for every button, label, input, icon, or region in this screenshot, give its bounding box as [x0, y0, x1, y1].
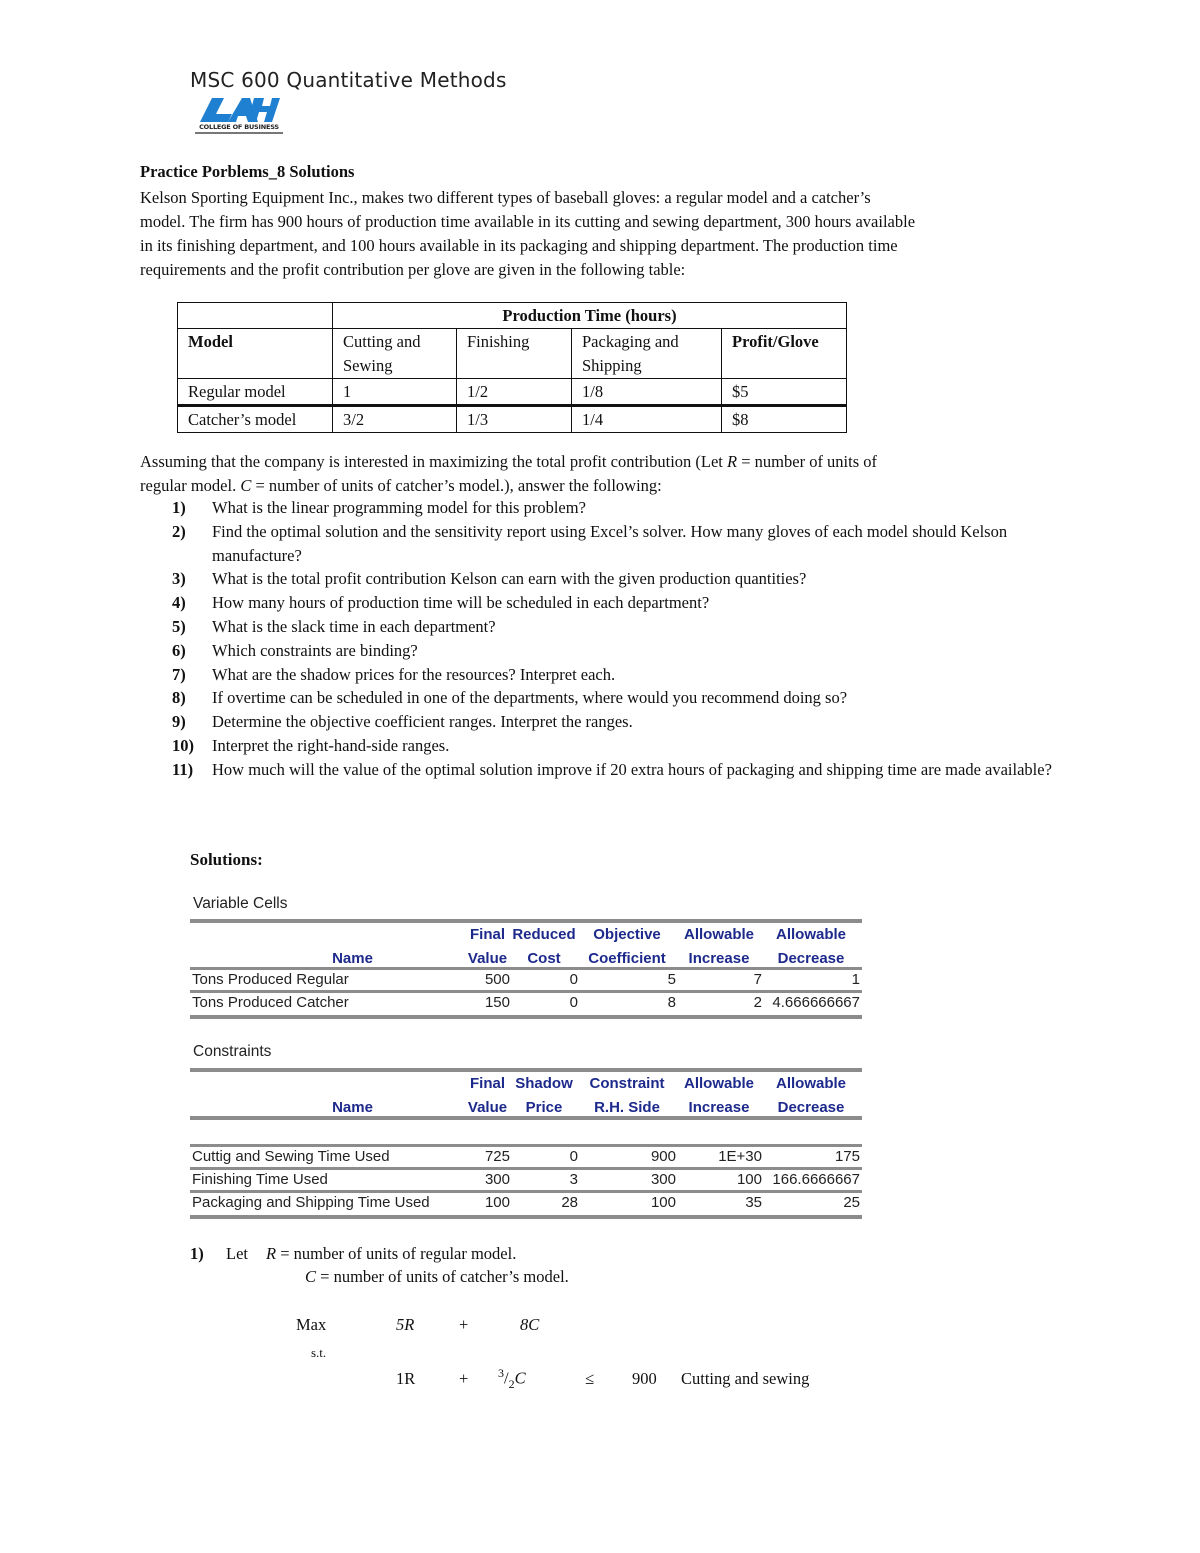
- solutions-title: Solutions:: [190, 850, 263, 869]
- objective-term-c: 8C: [520, 1315, 540, 1334]
- table-header-row: Name Final Value Shadow Price Constraint R.H. Side Allowable Increase Allowable Decrease: [332, 1075, 846, 1116]
- uah-logo-mark-icon: [198, 96, 280, 122]
- intro-line: requirements and the profit contribution per glove are given in the following table:: [140, 260, 686, 279]
- constraints-table: [190, 1043, 862, 1219]
- list-item: 11) How much will the value of the optimal solution improve if 20 extra hours of packaging and shipping time are made available?: [172, 759, 1052, 779]
- course-title: MSC 600 Quantitative Methods: [190, 68, 507, 92]
- logo-tagline: [195, 132, 283, 134]
- objective-plus: +: [459, 1315, 469, 1334]
- table-group-header-row: [178, 303, 847, 329]
- table-row: Packaging and Shipping Time Used 100 28 100 35 25: [192, 1194, 860, 1211]
- variable-cells-caption: Variable Cells: [193, 895, 288, 912]
- constraint-plus: +: [459, 1369, 469, 1388]
- table-row: Tons Produced Regular 500 0 5 7 1: [192, 971, 860, 988]
- intro-line: model. The firm has 900 hours of production time available in its cutting and sewing department, 300 hours available: [140, 212, 916, 231]
- col-header-profit: Profit/Glove: [722, 329, 847, 379]
- col-header-packaging: Packaging and Shipping: [572, 329, 722, 379]
- answer-number: 1): [190, 1244, 204, 1263]
- list-item: 8) If overtime can be scheduled in one of the departments, where would you recommend doing so?: [172, 688, 848, 708]
- list-item: 1) What is the linear programming model for this problem?: [172, 498, 586, 517]
- table-header-row: Name Final Value Reduced Cost Objective Coefficient Allowable Increase Allowable Decrease: [332, 926, 846, 967]
- list-item: 10) Interpret the right-hand-side ranges.: [172, 735, 450, 755]
- problem-intro: [140, 186, 1065, 282]
- variable-cells-table: [190, 895, 862, 1019]
- uah-logo-icon: [193, 96, 285, 138]
- table-row: Cuttig and Sewing Time Used 725 0 900 1E+30 175: [192, 1148, 860, 1165]
- list-item: 4) How many hours of production time will be scheduled in each department?: [172, 593, 710, 613]
- constraints-caption: Constraints: [193, 1043, 272, 1060]
- max-label: Max: [296, 1315, 327, 1334]
- assumption-paragraph: Assuming that the company is interested in maximizing the total profit contribution (Let R = number of units of regular model. C = number of units of catcher’s model.), answer the following:: [140, 452, 878, 495]
- logo-college-text: COLLEGE OF BUSINESS: [199, 123, 279, 131]
- col-header-finishing: Finishing: [457, 329, 572, 379]
- table-row: Finishing Time Used 300 3 300 100 166.6666667: [192, 1171, 860, 1188]
- objective-term-r: 5R: [396, 1315, 415, 1334]
- list-item: 5) What is the slack time in each department?: [172, 616, 496, 636]
- constraint-label: Cutting and sewing: [681, 1369, 810, 1388]
- list-item: 6) Which constraints are binding?: [172, 640, 418, 660]
- table-row: Catcher’s model 3/2 1/3 1/4 $8: [178, 406, 847, 433]
- question-list: [172, 496, 1072, 782]
- subject-to-label: s.t.: [311, 1345, 327, 1360]
- answer-r-definition: R = number of units of regular model.: [266, 1244, 517, 1263]
- list-item: 3) What is the total profit contribution Kelson can earn with the given production quantities?: [172, 569, 807, 589]
- answer-let: Let: [226, 1244, 248, 1263]
- constraint-rhs: 900: [632, 1369, 657, 1388]
- col-header-model: Model: [178, 329, 333, 379]
- problem-title: Practice Porblems_8 Solutions: [140, 162, 355, 181]
- constraint-term-r: 1R: [396, 1369, 416, 1388]
- intro-line: Kelson Sporting Equipment Inc., makes two different types of baseball gloves: a regular model and a catcher’s: [140, 188, 871, 207]
- constraint-operator: ≤: [585, 1369, 595, 1388]
- constraint-fraction: $^3/_2C$: [498, 1366, 526, 1391]
- table-row: Regular model 1 1/2 1/8 $5: [178, 379, 847, 406]
- intro-line: in its finishing department, and 100 hours available in its packaging and shipping department. The production time: [140, 236, 898, 255]
- production-time-table: [177, 302, 847, 433]
- table-row: Tons Produced Catcher 150 0 8 2 4.666666667: [192, 994, 860, 1011]
- list-item: 9) Determine the objective coefficient ranges. Interpret the ranges.: [172, 712, 633, 732]
- col-header-cutting: Cutting and Sewing: [333, 329, 457, 379]
- table-header-row: [178, 329, 847, 379]
- list-item: 2) Find the optimal solution and the sensitivity report using Excel’s solver. How many gloves of each model should Kelson manufacture?: [172, 521, 1008, 565]
- answer-c-definition: C = number of units of catcher’s model.: [305, 1267, 569, 1286]
- production-time-header: Production Time (hours): [333, 303, 847, 329]
- list-item: 7) What are the shadow prices for the resources? Interpret each.: [172, 664, 616, 684]
